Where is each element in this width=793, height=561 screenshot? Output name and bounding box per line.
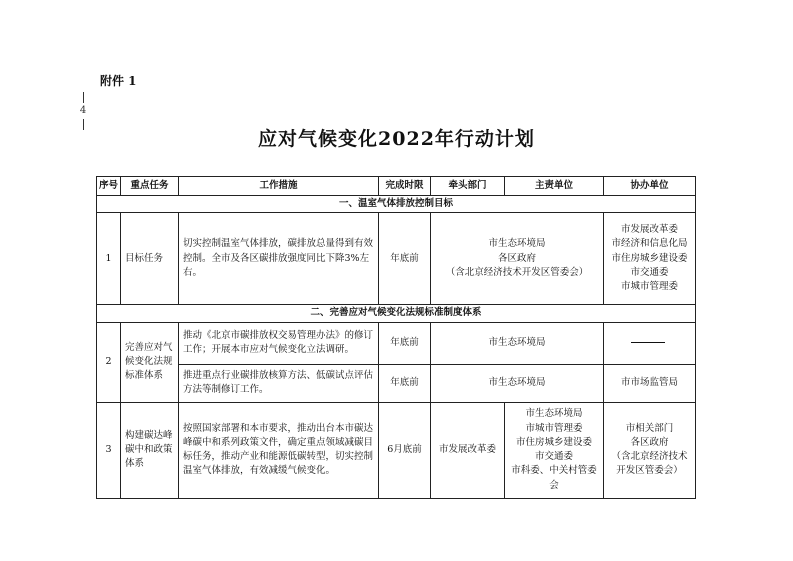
row-assist: 市市场监管局 [604, 364, 696, 402]
responsible-line: 市住房城乡建设委 [515, 436, 592, 448]
row-responsible [505, 402, 604, 498]
row-no: 2 [97, 322, 121, 402]
header-no: 序号 [97, 177, 121, 196]
assist-line: 各区政府 [630, 436, 669, 448]
header-measures: 工作措施 [179, 177, 379, 196]
row-measures: 切实控制温室气体排放，碳排放总量得到有效控制。全市及各区碳排放强度同比下降3%左右。 [179, 213, 379, 305]
lead-line: （含北京经济技术开发区管委会） [445, 266, 589, 278]
responsible-line: 市城市管理委 [525, 422, 583, 434]
page-number-dash-top [83, 92, 84, 103]
table-row [97, 213, 696, 305]
row-assist [604, 322, 696, 364]
row-deadline: 年底前 [379, 322, 431, 364]
attachment-label: 附件 1 [100, 74, 137, 88]
assist-line: 市经济和信息化局 [611, 238, 688, 250]
assist-dash [631, 342, 665, 343]
row-measures: 推动《北京市碳排放权交易管理办法》的修订工作；开展本市应对气候变化立法调研。 [179, 322, 379, 364]
row-lead: 市发展改革委 [431, 402, 505, 498]
document-title: 应对气候变化2022年行动计划 [258, 128, 535, 150]
table-row [97, 364, 696, 402]
row-lead-responsible [431, 213, 604, 305]
section-row [97, 305, 696, 322]
row-assist [604, 402, 696, 498]
row-deadline: 年底前 [379, 213, 431, 305]
row-deadline: 6月底前 [379, 402, 431, 498]
section-title: 一、温室气体排放控制目标 [97, 196, 696, 213]
page-number: 4 [79, 105, 87, 116]
assist-line: 市住房城乡建设委 [611, 252, 688, 264]
table-row [97, 402, 696, 498]
responsible-line: 市交通委 [534, 451, 573, 462]
row-measures: 推进重点行业碳排放核算方法、低碳试点评估方法等制修订工作。 [179, 364, 379, 402]
assist-line: 市相关部门 [625, 422, 674, 434]
responsible-line: 市科委、中关村管委会 [511, 465, 597, 491]
row-deadline: 年底前 [379, 364, 431, 402]
header-lead: 牵头部门 [431, 177, 505, 196]
header-assist: 协办单位 [604, 177, 696, 196]
section-title: 二、完善应对气候变化法规标准制度体系 [97, 305, 696, 322]
row-measures: 按照国家部署和本市要求，推动出台本市碳达峰碳中和系列政策文件，确定重点领域减碳目标任务，推动产业和能源低碳转型，切实控制温室气体排放，有效减缓气候变化。 [179, 402, 379, 498]
header-deadline: 完成时限 [379, 177, 431, 196]
row-lead-responsible: 市生态环境局 [431, 322, 604, 364]
row-task: 构建碳达峰碳中和政策体系 [121, 402, 179, 498]
row-task: 目标任务 [121, 213, 179, 305]
section-row [97, 196, 696, 213]
row-task: 完善应对气候变化法规标准体系 [121, 322, 179, 402]
lead-line: 市生态环境局 [488, 238, 546, 250]
table-row [97, 322, 696, 364]
table-header-row [97, 177, 696, 196]
header-task: 重点任务 [121, 177, 179, 196]
header-responsible: 主责单位 [505, 177, 604, 196]
assist-line: 市交通委 [630, 266, 669, 278]
assist-line: （含北京经济技术 [611, 451, 688, 462]
assist-line: 市城市管理委 [620, 281, 678, 293]
responsible-line: 市生态环境局 [525, 408, 583, 420]
assist-line: 开发区管委会） [616, 465, 683, 477]
row-assist [604, 213, 696, 305]
row-no: 1 [97, 213, 121, 305]
assist-line: 市发展改革委 [620, 224, 678, 236]
lead-line: 各区政府 [497, 252, 536, 264]
action-plan-table [96, 176, 696, 499]
row-lead-responsible: 市生态环境局 [431, 364, 604, 402]
row-no: 3 [97, 402, 121, 498]
